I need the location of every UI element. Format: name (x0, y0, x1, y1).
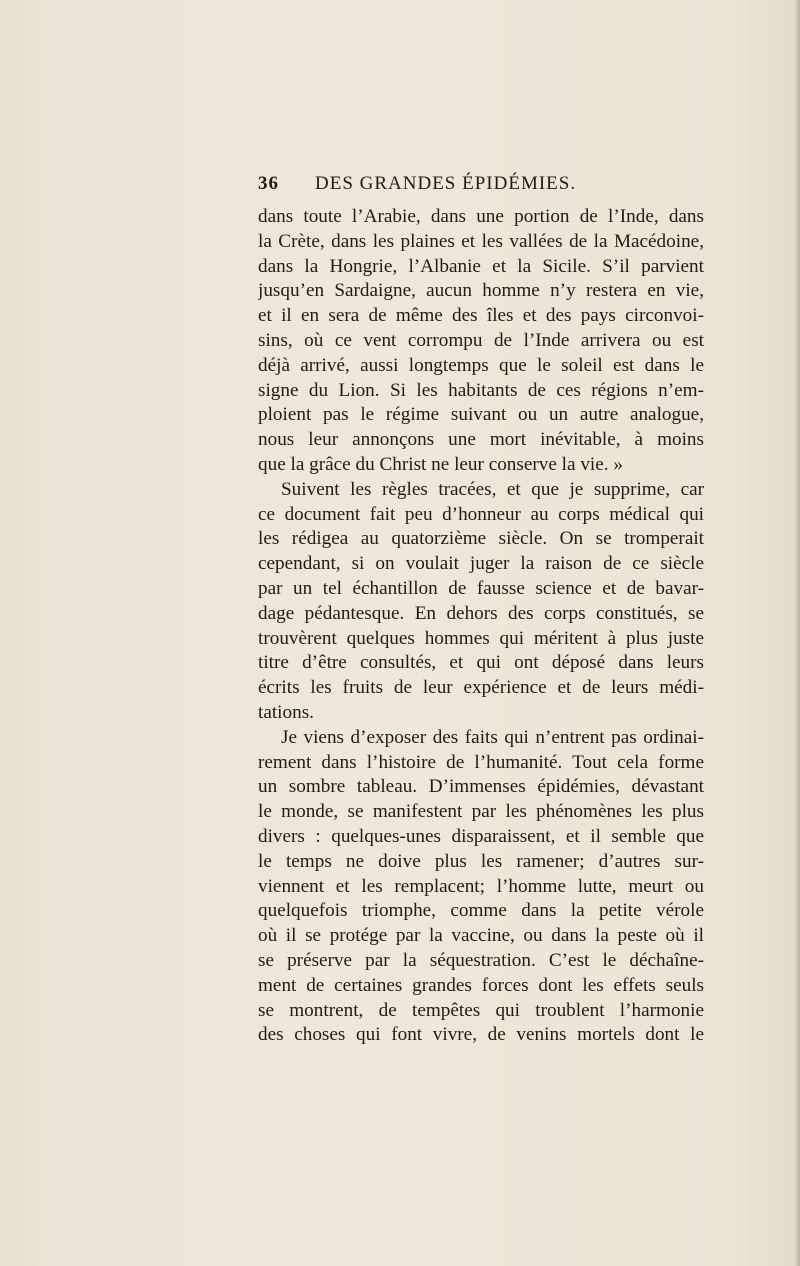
text-line: les rédigea au quatorzième siècle. On se tromperait (258, 528, 704, 550)
text-line: tations. (258, 701, 314, 723)
text-line: le temps ne doive plus les ramener; d’autres sur- (258, 850, 704, 872)
text-line: sins, où ce vent corrompu de l’Inde arrivera ou est (258, 329, 704, 351)
text-line: la Crète, dans les plaines et les vallées de la Macédoine, (258, 230, 704, 252)
text-line: divers : quelques-unes disparaissent, et il semble que (258, 825, 704, 847)
text-line: des choses qui font vivre, de venins mortels dont le (258, 1024, 704, 1046)
text-line: dans la Hongrie, l’Albanie et la Sicile. S’il parvient (258, 255, 704, 277)
paragraph-start-line: Suivent les règles tracées, et que je supprime, car (281, 478, 704, 500)
text-line: ploient pas le régime suivant ou un autre analogue, (258, 404, 704, 426)
text-line: signe du Lion. Si les habitants de ces régions n’em- (258, 379, 704, 401)
text-line: se préserve par la séquestration. C’est le déchaîne- (258, 949, 704, 971)
text-line: jusqu’en Sardaigne, aucun homme n’y restera en vie, (258, 280, 704, 302)
body-text (258, 205, 704, 1048)
text-line: titre d’être consultés, et qui ont déposé dans leurs (258, 652, 704, 674)
text-line: quelquefois triomphe, comme dans la petite vérole (258, 900, 704, 922)
text-line: se montrent, de tempêtes qui troublent l’harmonie (258, 999, 704, 1021)
text-line: ce document fait peu d’honneur au corps médical qui (258, 503, 704, 525)
text-line: par un tel échantillon de fausse science et de bavar- (258, 577, 704, 599)
text-line: déjà arrivé, aussi longtemps que le soleil est dans le (258, 354, 704, 376)
text-line: où il se protége par la vaccine, ou dans la peste où il (258, 925, 704, 947)
running-title: DES GRANDES ÉPIDÉMIES. (315, 173, 577, 194)
text-line: dage pédantesque. En dehors des corps constitués, se (258, 602, 704, 624)
text-line: que la grâce du Christ ne leur conserve la vie. » (258, 453, 623, 475)
text-line: écrits les fruits de leur expérience et de leurs médi- (258, 677, 704, 699)
text-line: trouvèrent quelques hommes qui méritent à plus juste (258, 627, 704, 649)
paragraph-start-line: Je viens d’exposer des faits qui n’entrent pas ordinai- (281, 726, 704, 748)
page-number: 36 (258, 173, 279, 194)
page-edge-shadow (794, 0, 800, 1266)
text-line: le monde, se manifestent par les phénomènes les plus (258, 801, 704, 823)
text-line: cependant, si on voulait juger la raison de ce siècle (258, 553, 704, 575)
text-line: et il en sera de même des îles et des pays circonvoi- (258, 305, 704, 327)
text-line: dans toute l’Arabie, dans une portion de l’Inde, dans (258, 206, 704, 227)
text-line: viennent et les remplacent; l’homme lutte, meurt ou (258, 875, 704, 897)
text-line: rement dans l’histoire de l’humanité. Tout cela forme (258, 751, 704, 773)
text-line: ment de certaines grandes forces dont les effets seuls (258, 974, 704, 996)
text-line: nous leur annonçons une mort inévitable, à moins (258, 429, 704, 451)
text-line: un sombre tableau. D’immenses épidémies, dévastant (258, 776, 704, 798)
running-head (258, 173, 704, 197)
